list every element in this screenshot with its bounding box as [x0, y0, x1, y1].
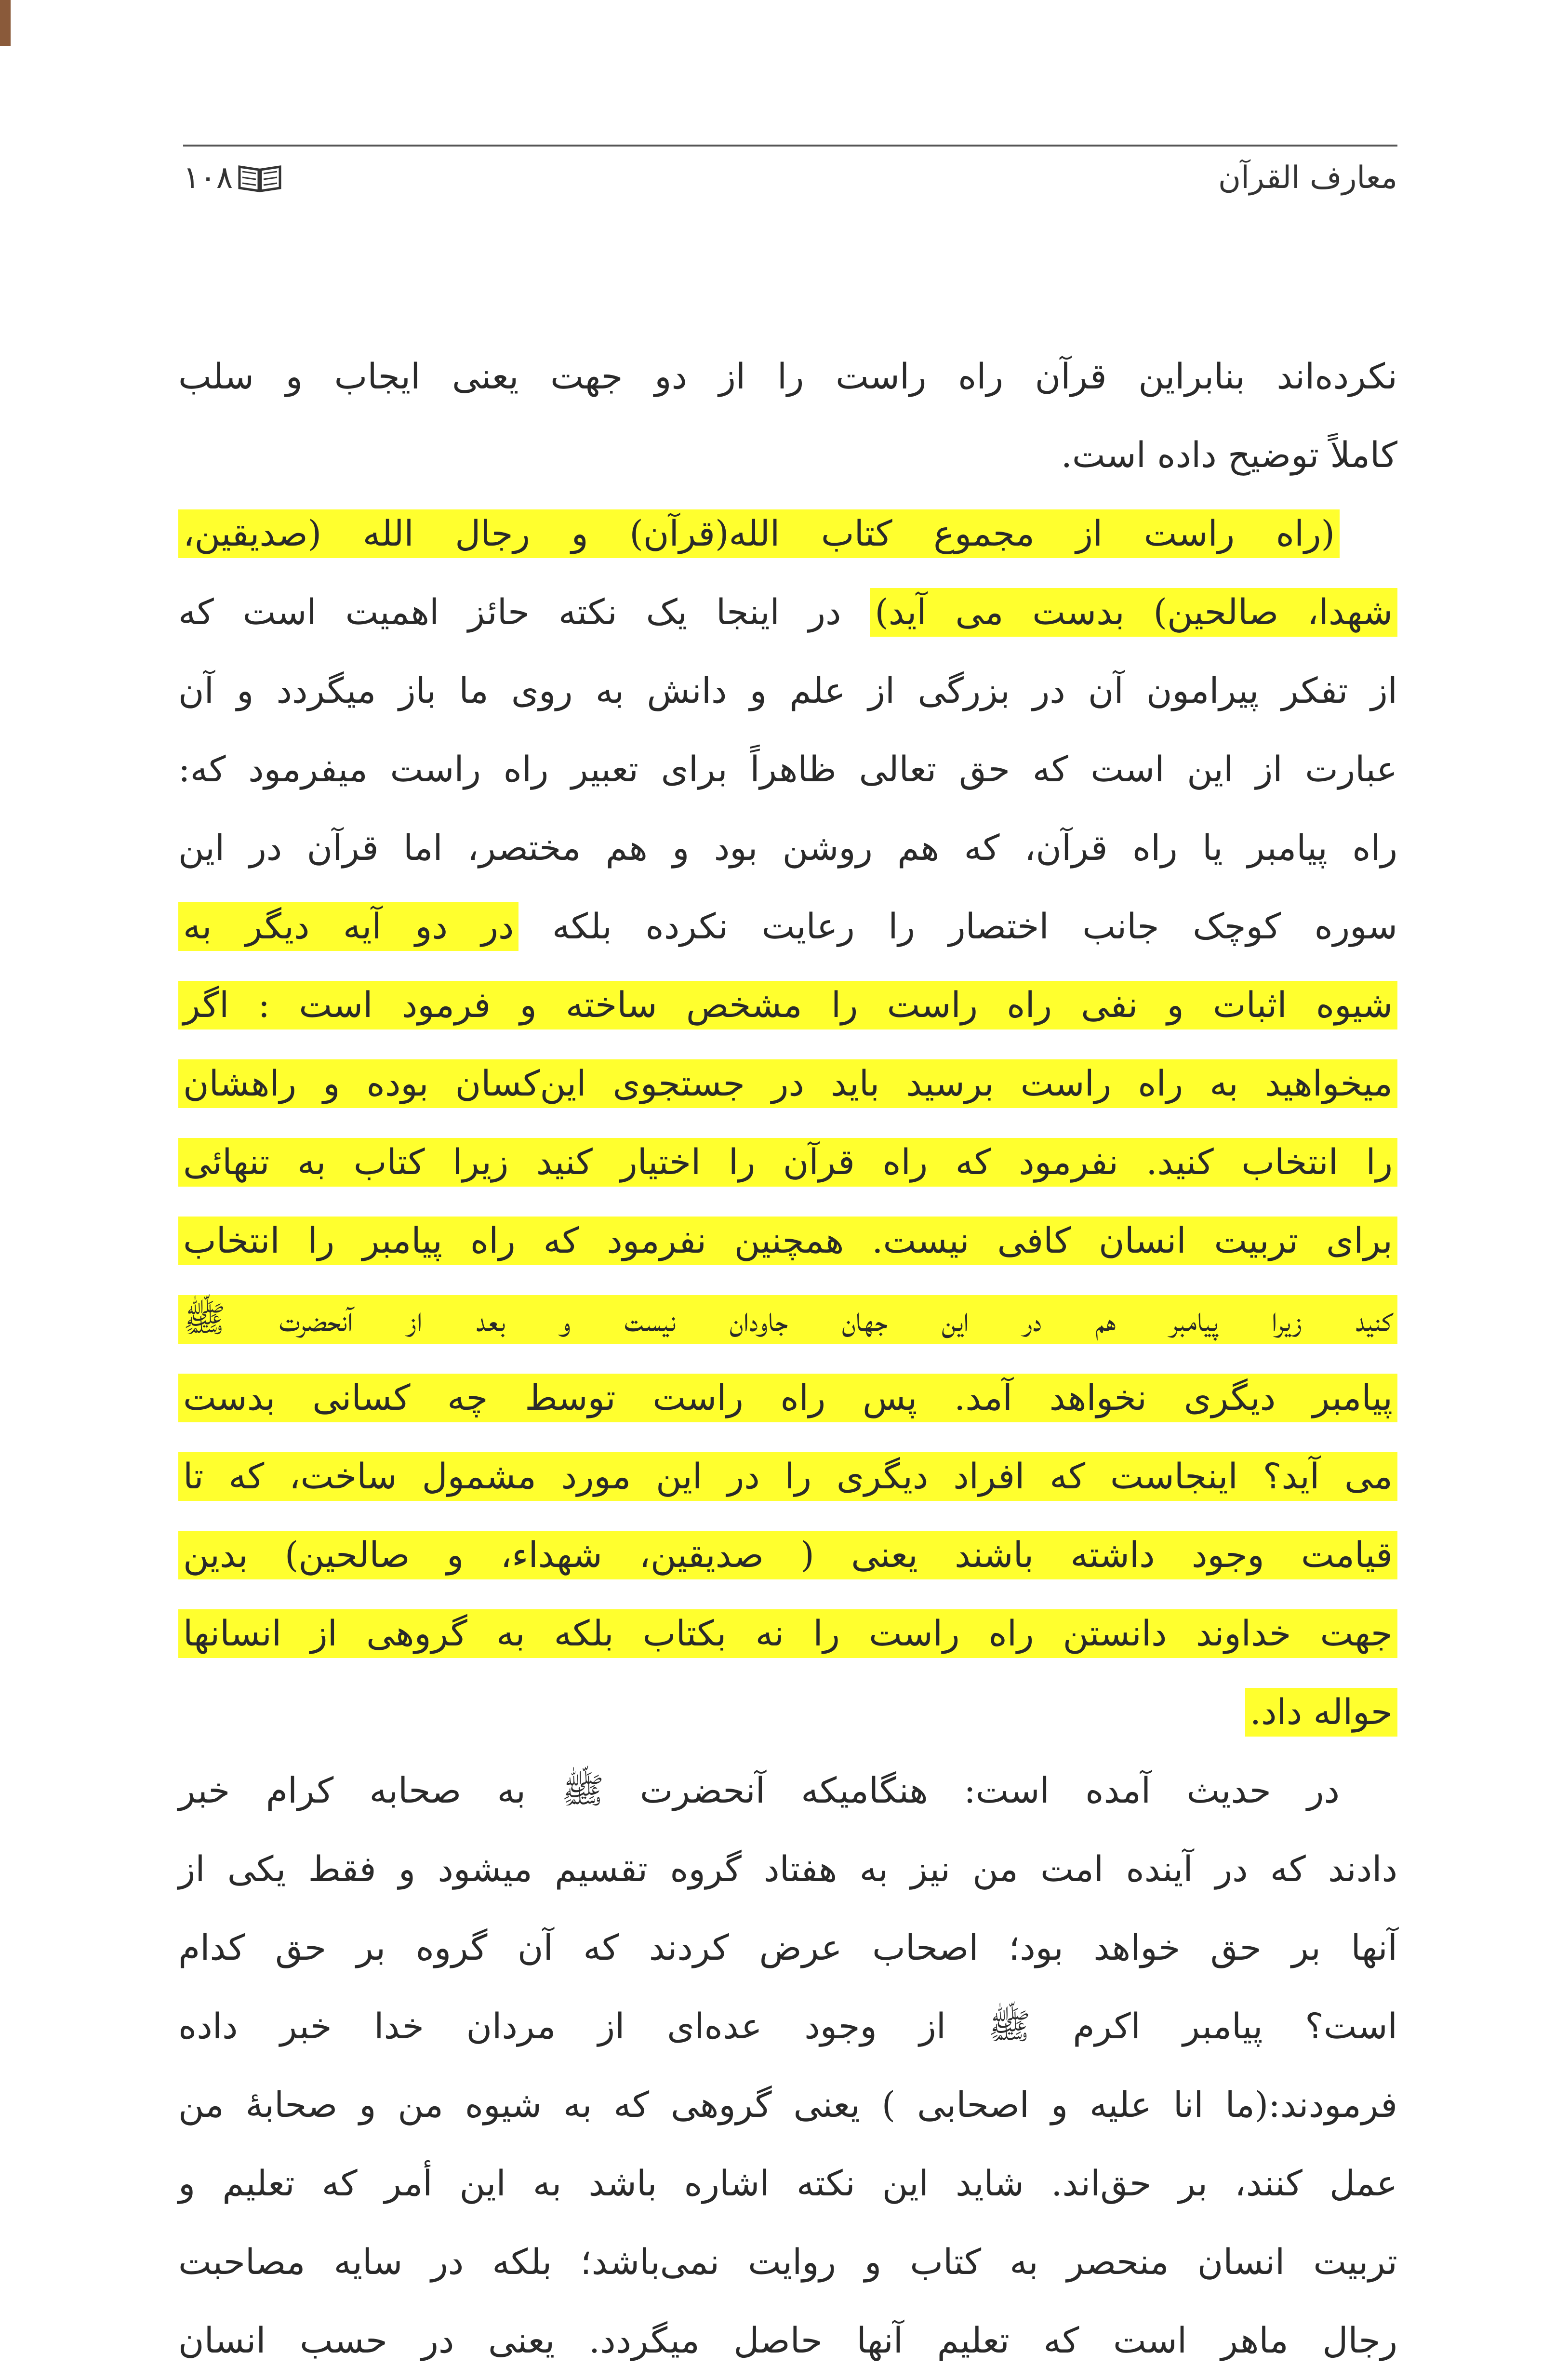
highlighted-text: در دو آیه دیگر به	[178, 902, 518, 951]
text-line	[178, 573, 1397, 652]
text-span: عمل کنند، بر حق‌اند. شاید این نکته اشاره باشد به این أمر که تعلیم و	[178, 2163, 1397, 2204]
text-line	[178, 1909, 1397, 1987]
highlighted-text: جهت خداوند دانستن راه راست را نه بکتاب بلکه به گروهی از انسانها	[178, 1609, 1397, 1658]
page-number-group	[183, 160, 282, 196]
text-span: عبارت از این است که حق تعالی ظاهراً برای تعبیر راه راست میفرمود که:	[178, 749, 1397, 790]
text-line	[178, 1673, 1397, 1752]
text-line	[178, 2066, 1397, 2144]
text-span: دادند که در آینده امت من نیز به هفتاد گروه تقسیم میشود و فقط یکی از	[178, 1849, 1397, 1890]
highlighted-text: حواله داد.	[1245, 1688, 1397, 1737]
text-line	[178, 652, 1397, 730]
text-span: تربیت انسان منحصر به کتاب و روایت نمی‌باشد؛ بلکه در سایه مصاحبت	[178, 2242, 1397, 2283]
highlighted-text: پیامبر دیگری نخواهد آمد. پس راه راست توسط چه کسانی بدست	[178, 1374, 1397, 1422]
highlighted-text: می آید؟ اینجاست که افراد دیگری را در این مورد مشمول ساخت، که تا	[178, 1452, 1397, 1501]
running-title: معارف القرآن	[1218, 160, 1397, 196]
text-line	[178, 1202, 1397, 1280]
text-line	[178, 416, 1397, 495]
text-span: است؟ پیامبر اکرم ﷺ از وجود عده‌ای از مردان خدا خبر داده	[178, 2006, 1397, 2047]
highlighted-text: میخواهید به راه راست برسید باید در جستجوی این‌کسان بوده و راهشان	[178, 1059, 1397, 1108]
text-line	[178, 337, 1397, 416]
page-header	[183, 146, 1397, 218]
text-line	[178, 730, 1397, 809]
text-line	[178, 1830, 1397, 1909]
page-number: ۱۰۸	[183, 160, 233, 196]
text-line	[178, 1044, 1397, 1123]
highlighted-text: شهدا، صالحین) بدست می آید)	[870, 588, 1397, 637]
text-line	[178, 966, 1397, 1044]
text-span: در حدیث آمده است: هنگامیکه آنحضرت ﷺ به صحابه کرام خبر	[178, 1770, 1340, 1811]
page-edge-shadow	[0, 0, 11, 46]
text-span: رجال ماهر است که تعلیم آنها حاصل میگردد. یعنی در حسب انسان	[178, 2320, 1397, 2361]
highlighted-text: (راه راست از مجموع کتاب الله(قرآن) و رجال الله (صدیقین،	[178, 509, 1340, 558]
text-span: سوره کوچک جانب اختصار را رعایت نکرده بلکه	[518, 906, 1397, 947]
highlighted-text: شیوه اثبات و نفی راه راست را مشخص ساخته و فرمود است : اگر	[178, 981, 1397, 1030]
text-span: آنها بر حق خواهد بود؛ اصحاب عرض کردند که آن گروه بر حق کدام	[178, 1927, 1397, 1968]
text-span: کاملاً توضیح داده است.	[1061, 435, 1397, 476]
open-book-icon	[238, 163, 282, 193]
text-line	[178, 495, 1397, 573]
body-text	[178, 337, 1397, 2380]
text-line	[178, 2301, 1397, 2380]
text-line	[178, 1594, 1397, 1673]
text-line	[178, 2223, 1397, 2301]
highlighted-text: کنید زیرا پیامبر هم در این جهان جاودان نیست و بعد از آنحضرت ﷺ	[178, 1295, 1397, 1344]
text-line	[178, 1516, 1397, 1594]
text-line	[178, 809, 1397, 887]
text-span: راه پیامبر یا راه قرآن، که هم روشن بود و هم مختصر، اما قرآن در این	[178, 828, 1397, 869]
text-line	[178, 1437, 1397, 1516]
text-line	[178, 1123, 1397, 1202]
text-span: فرمودند:(ما انا علیه و اصحابی ) یعنی گروهی که به شیوه من و صحابهٔ من	[178, 2085, 1397, 2126]
highlighted-text: برای تربیت انسان کافی نیست. همچنین نفرمود که راه پیامبر را انتخاب	[178, 1217, 1397, 1265]
text-line	[178, 1280, 1397, 1359]
text-line	[178, 887, 1397, 966]
text-line	[178, 1752, 1397, 1830]
text-span: در اینجا یک نکته حائز اهمیت است که	[178, 592, 870, 633]
text-span: از تفکر پیرامون آن در بزرگی از علم و دانش به روی ما باز میگردد و آن	[178, 670, 1397, 711]
text-span: نکرده‌اند بنابراین قرآن راه راست را از دو جهت یعنی ایجاب و سلب	[178, 356, 1397, 397]
text-line	[178, 2144, 1397, 2223]
text-line	[178, 1987, 1397, 2066]
text-line	[178, 1359, 1397, 1437]
highlighted-text: قیامت وجود داشته باشند یعنی ( صدیقین، شهداء، و صالحین) بدین	[178, 1531, 1397, 1579]
highlighted-text: را انتخاب کنید. نفرمود که راه قرآن را اختیار کنید زیرا کتاب به تنهائی	[178, 1138, 1397, 1187]
